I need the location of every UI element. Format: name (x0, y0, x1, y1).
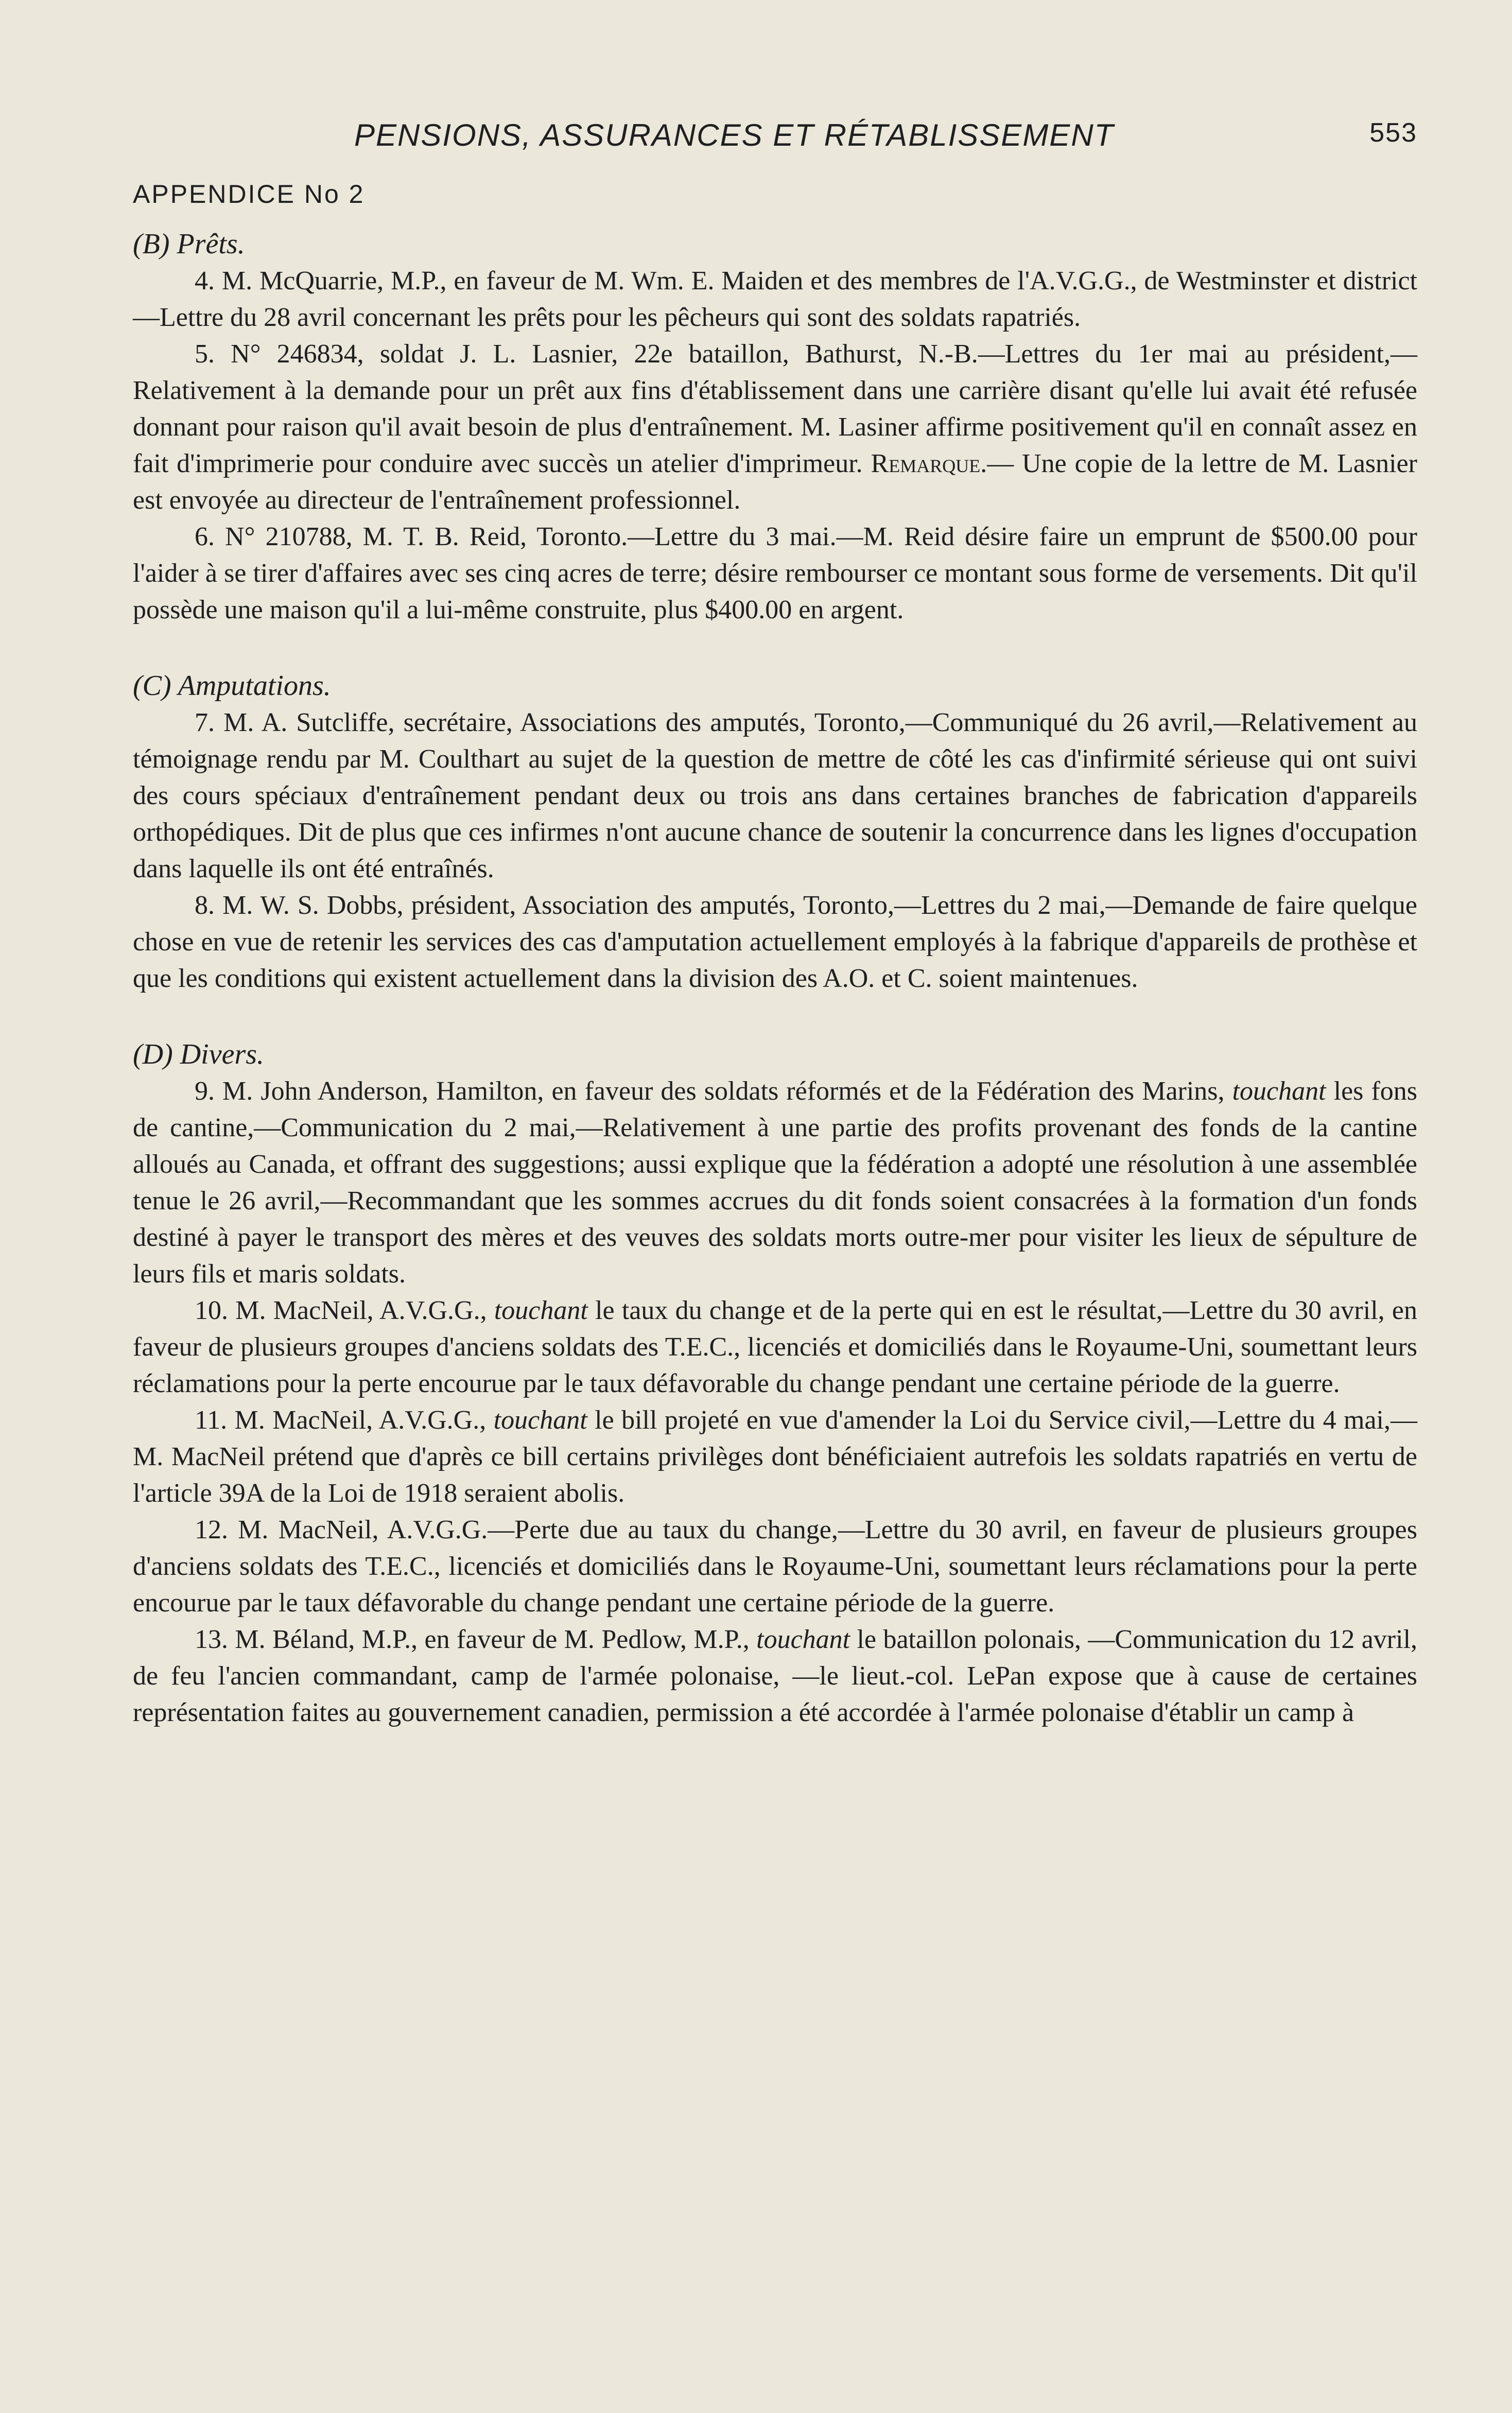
entry-9-emphasis: touchant (1232, 1077, 1326, 1106)
running-header (133, 113, 1417, 154)
entry-11-emphasis: touchant (493, 1405, 587, 1435)
entry-10 (133, 1292, 1417, 1402)
entry-13 (133, 1621, 1417, 1731)
entry-5-remark-text: — Une copie de la lettre de M. Lasnier est envoyée au directeur de l'entraînement professionnel. (133, 449, 1417, 515)
section-heading-divers: (D) Divers. (133, 1038, 265, 1070)
entry-5-text: 5. N° 246834, soldat J. L. Lasnier, 22e bataillon, Bathurst, N.-B.—Lettres du 1er mai au président,—Relativement à la demande pour un prêt aux fins d'établissement dans une carrière disant qu'elle lui avait été refusée donnant pour raison qu'il avait besoin de plus d'entraînement. M. Lasiner affirme positivement qu'il en connaît assez en fait d'imprimerie pour conduire avec succès un atelier d'imprimeur. (133, 339, 1417, 478)
entry-9-text-a: 9. M. John Anderson, Hamilton, en faveur des soldats réformés et de la Fédération des Marins, (195, 1077, 1232, 1106)
entry-7: 7. M. A. Sutcliffe, secrétaire, Associations des amputés, Toronto,—Communiqué du 26 avril,—Relativement au témoignage rendu par M. Coulthart au sujet de la question de mettre de côté les cas d'infirmité sérieuse qui ont suivi des cours spéciaux d'entraînement pendant deux ou trois ans dans certaines branches de fabrication d'appareils orthopédiques. Dit de plus que ces infirmes n'ont aucune chance de soutenir la concurrence dans les lignes d'occupation dans laquelle ils ont été entraînés. (133, 708, 1417, 883)
entry-13-emphasis: touchant (756, 1625, 850, 1654)
running-title: PENSIONS, ASSURANCES ET RÉTABLISSEMENT (354, 118, 1115, 152)
entry-6: 6. N° 210788, M. T. B. Reid, Toronto.—Lettre du 3 mai.—M. Reid désire faire un emprunt de $500.00 pour l'aider à se tirer d'affaires avec ses cinq acres de terre; désire rembourser ce montant sous forme de versements. Dit qu'il possède une maison qu'il a lui-même construite, plus $400.00 en argent. (133, 522, 1417, 624)
entry-12: 12. M. MacNeil, A.V.G.G.—Perte due au taux du change,—Lettre du 30 avril, en faveur de plusieurs groupes d'anciens soldats des T.E.C., licenciés et domiciliés dans le Royaume-Uni, soumettant leurs réclamations pour la perte encourue par le taux défavorable du change pendant une certaine période de la guerre. (133, 1515, 1417, 1618)
appendix-label: APPENDICE No 2 (133, 180, 365, 209)
entry-9-text-b: les fons de cantine,—Communication du 2 mai,—Relativement à une partie des profits provenant des fonds de la cantine alloués au Canada, et offrant des suggestions; aussi explique que la fédération a adopté une résolution à une assemblée tenue le 26 avril,—Recommandant que les sommes accrues du dit fonds soient consacrées à la formation d'un fonds destiné à payer le transport des mères et des veuves des soldats morts outre-mer pour visiter les lieux de sépulture de leurs fils et maris soldats. (133, 1077, 1417, 1289)
entry-9 (133, 1073, 1417, 1292)
entry-11-text-b: le bill projeté en vue d'amender la Loi du Service civil,—Lettre du 4 mai,—M. MacNeil prétend que d'après ce bill certains privilèges dont bénéficiaient autrefois les soldats rapatriés en vertu de l'article 39A de la Loi de 1918 seraient abolis. (133, 1405, 1417, 1508)
entry-13-text-a: 13. M. Béland, M.P., en faveur de M. Pedlow, M.P., (195, 1625, 757, 1654)
entry-10-emphasis: touchant (494, 1296, 588, 1325)
entry-10-text-b: le taux du change et de la perte qui en est le résultat,—Lettre du 30 avril, en faveur de plusieurs groupes d'anciens soldats des T.E.C., licenciés et domiciliés dans le Royaume-Uni, soumettant leurs réclamations pour la perte encourue par le taux défavorable du change pendant une certaine période de la guerre. (133, 1296, 1417, 1398)
entry-13-text-b: le bataillon polonais, —Communication du 12 avril, de feu l'ancien commandant, camp de l'armée polonaise, —le lieut.-col. LePan expose que à cause de certaines représentation faites au gouvernement canadien, permission a été accordée à l'armée polonaise d'établir un camp à (133, 1625, 1418, 1727)
entry-5 (133, 336, 1417, 518)
section-heading-prets: (B) Prêts. (133, 228, 245, 260)
entry-5-remark: Remarque. (871, 449, 987, 478)
page-number: 553 (1369, 118, 1417, 148)
section-heading-amputations: (C) Amputations. (133, 670, 331, 702)
entry-11-text-a: 11. M. MacNeil, A.V.G.G., (195, 1405, 494, 1435)
document-page (133, 113, 1417, 1731)
entry-10-text-a: 10. M. MacNeil, A.V.G.G., (195, 1296, 494, 1325)
entry-4: 4. M. McQuarrie, M.P., en faveur de M. Wm. E. Maiden et des membres de l'A.V.G.G., de Westminster et district—Lettre du 28 avril concernant les prêts pour les pêcheurs qui sont des soldats rapatriés. (133, 266, 1417, 332)
entry-8: 8. M. W. S. Dobbs, président, Association des amputés, Toronto,—Lettres du 2 mai,—Demande de faire quelque chose en vue de retenir les services des cas d'amputation actuellement employés à la fabrique d'appareils de prothèse et que les conditions qui existent actuellement dans la division des A.O. et C. soient maintenues. (133, 891, 1417, 993)
entry-11 (133, 1402, 1417, 1512)
